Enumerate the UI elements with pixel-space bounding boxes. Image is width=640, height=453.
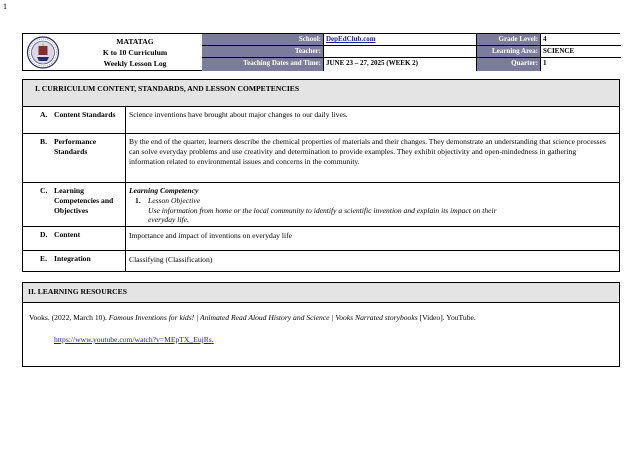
competency-block xyxy=(129,186,613,225)
row-label-text: Content Standards xyxy=(54,110,116,119)
row-number: C. xyxy=(40,186,48,195)
row-label-text: Integration xyxy=(54,254,91,263)
objective-text: Use information from home or the local community to identify a scientific invention and explain its impact on their everyday life. xyxy=(148,205,497,225)
school-value xyxy=(324,34,477,46)
reference-title: Famous Inventions for kids! | Animated Read Aloud History and Science | Vooks Narrated storybooks xyxy=(108,313,418,322)
reference-link-line xyxy=(54,335,214,344)
row-text: By the end of the quarter, learners describe the chemical properties of materials and their changes. They demonstrate an understanding that science processes can solve everyday problems and use creativity and determination to provide examples. They exhibit objectivity and open-mindedness in gathering information related to environmental issues and concerns in the community. xyxy=(129,137,606,166)
teacher-label: Teacher: xyxy=(202,46,324,58)
learning-resources-section xyxy=(22,282,620,367)
competency-title: Learning Competency xyxy=(129,186,199,195)
objective-item xyxy=(129,196,613,225)
row-label-text: Performance Standards xyxy=(54,137,97,156)
reference-citation xyxy=(29,313,476,323)
header-title-line: Weekly Lesson Log xyxy=(103,59,167,68)
quarter-label: Quarter: xyxy=(477,58,541,71)
quarter-value: 1 xyxy=(541,58,621,71)
school-link[interactable]: DepEdClub.com xyxy=(326,35,376,43)
header-title-line: K to 10 Curriculum xyxy=(102,48,168,57)
row-number: A. xyxy=(40,110,48,119)
school-label: School: xyxy=(202,34,324,46)
row-number: E. xyxy=(40,254,47,263)
link-tail: . xyxy=(211,335,214,344)
reference-author: Vooks. (2022, March 10). xyxy=(29,313,109,322)
row-label xyxy=(23,134,126,182)
row-label xyxy=(23,107,126,133)
lesson-log-header xyxy=(22,33,620,71)
integration-row xyxy=(23,251,619,271)
youtube-link[interactable]: https://www.youtube.com/watch?v=MEpTX_EujRs xyxy=(54,335,212,344)
row-text: Science inventions have brought about major changes to our daily lives. xyxy=(129,110,348,119)
row-text: Classifying (Classification) xyxy=(129,255,213,264)
objective-title: Lesson Objective xyxy=(148,195,201,205)
header-title-line: MATATAG xyxy=(116,37,154,46)
header-title xyxy=(67,36,203,69)
row-label xyxy=(23,183,126,226)
row-text: Importance and impact of inventions on everyday life xyxy=(129,231,292,240)
curriculum-section xyxy=(22,79,620,272)
learning-area-label: Learning Area: xyxy=(477,46,541,58)
teacher-value xyxy=(324,46,477,58)
grade-level-label: Grade Level: xyxy=(477,34,541,46)
dates-label: Teaching Dates and Time: xyxy=(202,58,324,71)
learning-competencies-row xyxy=(23,183,619,227)
row-label-text: Learning Competencies and Objectives xyxy=(54,186,114,215)
row-label-text: Content xyxy=(54,230,81,239)
row-number: D. xyxy=(40,230,48,239)
header-info-grid xyxy=(202,34,621,71)
dates-value: JUNE 23 – 27, 2025 (WEEK 2) xyxy=(324,58,477,71)
performance-standards-row xyxy=(23,134,619,183)
row-number: B. xyxy=(40,137,47,146)
content-row xyxy=(23,227,619,251)
learning-area-value: SCIENCE xyxy=(541,46,621,58)
section-heading: I. CURRICULUM CONTENT, STANDARDS, AND LESSON COMPETENCIES xyxy=(23,80,619,107)
grade-level-value: 4 xyxy=(541,34,621,46)
deped-seal-icon xyxy=(25,36,61,69)
reference-tail: [Video]. YouTube. xyxy=(417,313,476,322)
row-label xyxy=(23,251,126,271)
content-standards-row xyxy=(23,107,619,134)
objective-number: 1. xyxy=(135,195,141,205)
row-label xyxy=(23,227,126,250)
section-heading: II. LEARNING RESOURCES xyxy=(23,283,619,303)
page-number: 1 xyxy=(3,2,7,11)
